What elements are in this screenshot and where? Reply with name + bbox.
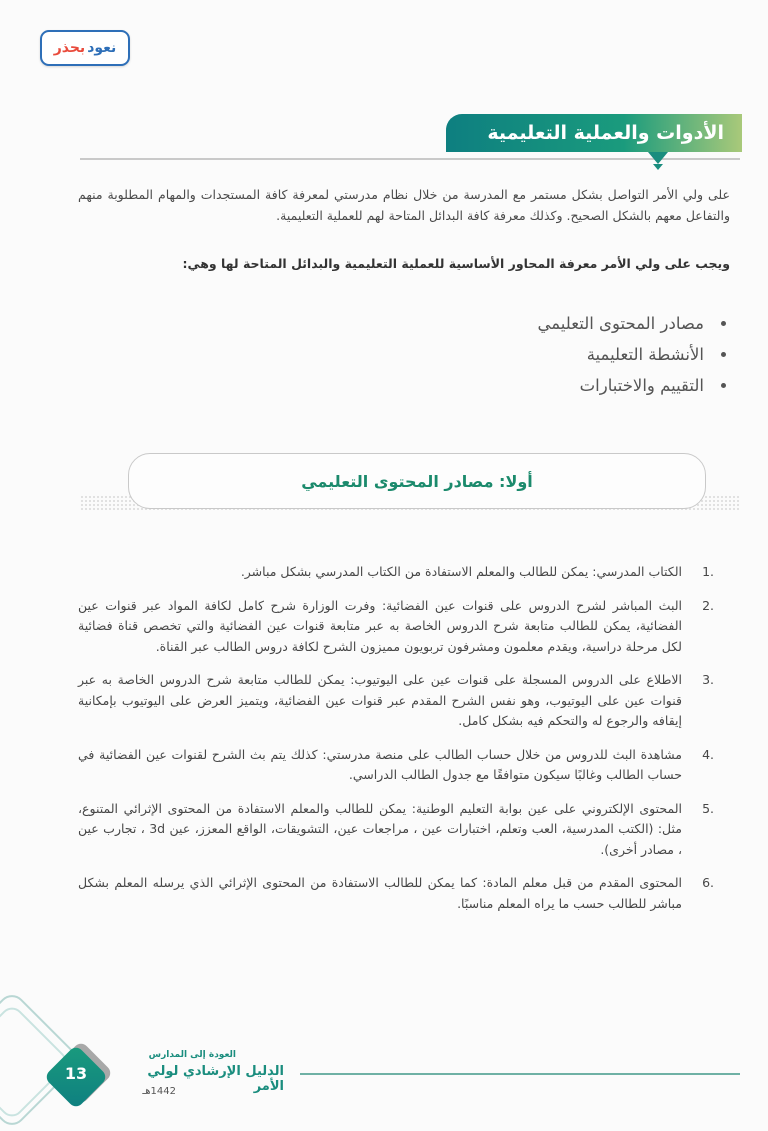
intro-paragraph: على ولي الأمر التواصل بشكل مستمر مع المدرسة من خلال نظام مدرستي لمعرفة كافة المستجدات والمهام المطلوبة منهم والتفاعل معهم بالشكل الصحيح. وكذلك معرفة كافة البدائل المتاحة لهم للعملية التعليمية. <box>78 187 730 223</box>
subsection-header <box>128 453 706 509</box>
bullet-item <box>330 370 730 401</box>
bullet-item <box>330 339 730 370</box>
subsection-title: أولا: مصادر المحتوى التعليمي <box>301 471 533 491</box>
item-text: المحتوى الإلكتروني على عين بوابة التعليم الوطنية: يمكن للطالب والمعلم الاستفادة من المحتوى الإثرائي المتنوع، مثل: (الكتب المدرسية، العب وتعلم، اختبارات عين ، مراجعات عين، التشويقات، الواقع المعزز، عين 3d ، تجارب عين ، مصادر أخرى). <box>78 800 682 857</box>
item-number: 3. <box>702 672 714 687</box>
item-number: 2. <box>702 597 714 613</box>
section-title: الأدوات والعملية التعليمية <box>487 122 724 144</box>
list-item <box>78 670 714 732</box>
logo-word-1: نعود <box>87 40 117 56</box>
chevron-down-icon <box>648 152 668 164</box>
item-number: 4. <box>702 746 714 762</box>
footer-line <box>300 1073 740 1075</box>
item-number: 5. <box>702 800 714 816</box>
item-text: الاطلاع على الدروس المسجلة على قنوات عين على اليوتيوب: يمكن للطالب متابعة شرح الدروس الخاصة به عبر قنوات عين على اليوتيوب، وهو نفس الشرح المقدم عبر قنوات عين الفضائية، ويتميز العرض على اليوتيوب بإمكانية إيقافه والرجوع له والتحكم فيه بشكل كامل. <box>78 672 682 728</box>
section-divider <box>80 158 740 160</box>
item-number: 6. <box>702 875 714 890</box>
item-text: البث المباشر لشرح الدروس على قنوات عين الفضائية: وفرت الوزارة شرح كامل لكافة المواد عبر قنوات عين الفضائية، يمكن للطالب متابعة شرح الدروس الخاصة به عبر متابعة قنوات عين الفضائية والتي تخصص قناة فضائية لكل مرحلة دراسية، ويقدم معلمون ومشرفون تربويون مميزون الشرح لكافة دروس الطالب عبر القناة. <box>78 597 682 654</box>
list-item <box>78 562 714 583</box>
list-item <box>78 873 714 914</box>
section-header <box>446 114 742 152</box>
list-item <box>78 799 714 861</box>
list-item <box>78 596 714 658</box>
bullet-dot-icon <box>721 383 726 388</box>
footer-title: الدليل الإرشادي لولي الأمر <box>147 1064 284 1094</box>
bullet-dot-icon <box>721 352 726 357</box>
bullet-list <box>330 308 730 401</box>
bullet-text: الأنشطة التعليمية <box>586 345 704 364</box>
intro-bold-paragraph: ويجب على ولي الأمر معرفة المحاور الأساسية للعملية التعليمية والبدائل المتاحة لها وهي: <box>182 256 730 271</box>
footer-year: 1442هـ <box>142 1086 176 1097</box>
list-item <box>78 745 714 786</box>
page-number: 13 <box>64 1064 88 1083</box>
logo-word-2: بحذر <box>53 40 86 56</box>
numbered-list <box>78 562 714 927</box>
item-text: الكتاب المدرسي: يمكن للطالب والمعلم الاستفادة من الكتاب المدرسي بشكل مباشر. <box>240 564 682 579</box>
bullet-dot-icon <box>721 321 726 326</box>
logo <box>40 30 130 66</box>
item-number: 1. <box>702 564 714 579</box>
item-text: المحتوى المقدم من قبل معلم المادة: كما يمكن للطالب الاستفادة من المحتوى الإثرائي الذي يرسله المعلم بشكل مباشر للطالب حسب ما يراه المعلم مناسبًا. <box>78 875 682 911</box>
footer-subtitle: العودة إلى المدارس <box>148 1050 236 1060</box>
bullet-text: التقييم والاختبارات <box>579 376 704 395</box>
bullet-text: مصادر المحتوى التعليمي <box>537 314 704 333</box>
item-text: مشاهدة البث للدروس من خلال حساب الطالب على منصة مدرستي: كذلك يتم بث الشرح لقنوات عين الفضائية في حساب الطالب وغالبًا سيكون متوافقًا مع جدول الطالب الدراسي. <box>78 746 682 782</box>
bullet-item <box>330 308 730 339</box>
chevron-down-small-icon <box>653 164 663 170</box>
